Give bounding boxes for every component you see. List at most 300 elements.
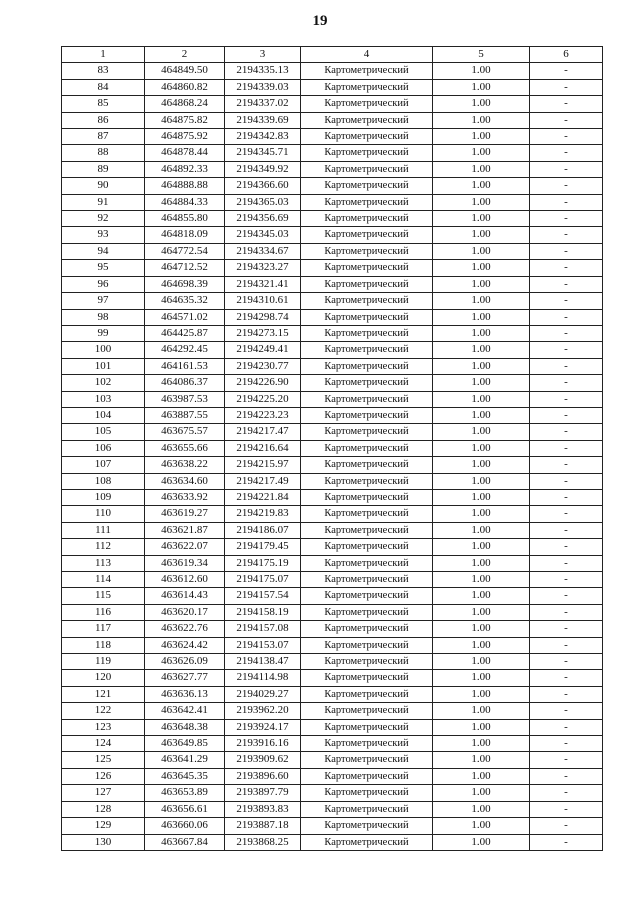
cell-y-coordinate: 2194339.03 (225, 79, 301, 95)
header-accuracy: 5 (433, 47, 530, 63)
cell-point-number: 130 (62, 834, 145, 850)
table-row (62, 834, 603, 850)
cell-x-coordinate: 464878.44 (145, 145, 225, 161)
cell-accuracy: 1.00 (433, 63, 530, 79)
cell-x-coordinate: 464772.54 (145, 243, 225, 259)
table-row (62, 63, 603, 79)
cell-method: Картометрический (301, 407, 433, 423)
cell-y-coordinate: 2194179.45 (225, 539, 301, 555)
cell-x-coordinate: 463622.07 (145, 539, 225, 555)
cell-point-number: 107 (62, 457, 145, 473)
cell-x-coordinate: 463887.55 (145, 407, 225, 423)
cell-accuracy: 1.00 (433, 489, 530, 505)
cell-accuracy: 1.00 (433, 670, 530, 686)
cell-description: - (530, 79, 603, 95)
cell-accuracy: 1.00 (433, 178, 530, 194)
cell-x-coordinate: 463987.53 (145, 391, 225, 407)
cell-accuracy: 1.00 (433, 129, 530, 145)
cell-y-coordinate: 2194337.02 (225, 96, 301, 112)
cell-y-coordinate: 2194221.84 (225, 489, 301, 505)
table-row (62, 178, 603, 194)
cell-y-coordinate: 2194158.19 (225, 604, 301, 620)
table-row (62, 752, 603, 768)
cell-x-coordinate: 464161.53 (145, 358, 225, 374)
cell-method: Картометрический (301, 325, 433, 341)
table-row (62, 145, 603, 161)
table-row (62, 604, 603, 620)
cell-point-number: 98 (62, 309, 145, 325)
cell-accuracy: 1.00 (433, 768, 530, 784)
cell-x-coordinate: 464892.33 (145, 161, 225, 177)
cell-point-number: 88 (62, 145, 145, 161)
table-row (62, 539, 603, 555)
coordinates-table (61, 46, 603, 851)
header-x-coordinate: 2 (145, 47, 225, 63)
table-row (62, 719, 603, 735)
cell-x-coordinate: 464818.09 (145, 227, 225, 243)
cell-accuracy: 1.00 (433, 145, 530, 161)
cell-y-coordinate: 2193887.18 (225, 818, 301, 834)
cell-y-coordinate: 2193897.79 (225, 785, 301, 801)
cell-y-coordinate: 2194225.20 (225, 391, 301, 407)
cell-accuracy: 1.00 (433, 161, 530, 177)
cell-x-coordinate: 463653.89 (145, 785, 225, 801)
cell-x-coordinate: 463649.85 (145, 736, 225, 752)
cell-accuracy: 1.00 (433, 358, 530, 374)
cell-method: Картометрический (301, 555, 433, 571)
cell-x-coordinate: 463656.61 (145, 801, 225, 817)
cell-y-coordinate: 2194249.41 (225, 342, 301, 358)
cell-x-coordinate: 464860.82 (145, 79, 225, 95)
cell-method: Картометрический (301, 506, 433, 522)
cell-description: - (530, 834, 603, 850)
cell-description: - (530, 145, 603, 161)
cell-method: Картометрический (301, 227, 433, 243)
cell-description: - (530, 572, 603, 588)
cell-description: - (530, 522, 603, 538)
cell-description: - (530, 686, 603, 702)
cell-y-coordinate: 2194157.08 (225, 621, 301, 637)
cell-x-coordinate: 463622.76 (145, 621, 225, 637)
cell-accuracy: 1.00 (433, 457, 530, 473)
cell-point-number: 100 (62, 342, 145, 358)
cell-point-number: 120 (62, 670, 145, 686)
cell-accuracy: 1.00 (433, 473, 530, 489)
table-row (62, 506, 603, 522)
page-number: 19 (312, 13, 328, 29)
cell-description: - (530, 818, 603, 834)
cell-accuracy: 1.00 (433, 703, 530, 719)
cell-point-number: 106 (62, 440, 145, 456)
table-header-row (62, 47, 603, 63)
cell-method: Картометрический (301, 539, 433, 555)
cell-x-coordinate: 463675.57 (145, 424, 225, 440)
table-row (62, 293, 603, 309)
table-row (62, 276, 603, 292)
cell-description: - (530, 752, 603, 768)
cell-y-coordinate: 2194215.97 (225, 457, 301, 473)
cell-x-coordinate: 464855.80 (145, 211, 225, 227)
cell-method: Картометрический (301, 719, 433, 735)
cell-y-coordinate: 2194342.83 (225, 129, 301, 145)
cell-point-number: 119 (62, 654, 145, 670)
table-body (62, 63, 603, 851)
cell-method: Картометрический (301, 473, 433, 489)
cell-x-coordinate: 464292.45 (145, 342, 225, 358)
table-row (62, 227, 603, 243)
cell-method: Картометрический (301, 309, 433, 325)
cell-y-coordinate: 2194186.07 (225, 522, 301, 538)
table-row (62, 768, 603, 784)
cell-accuracy: 1.00 (433, 686, 530, 702)
cell-point-number: 94 (62, 243, 145, 259)
table-row (62, 79, 603, 95)
table-row (62, 260, 603, 276)
cell-x-coordinate: 463619.34 (145, 555, 225, 571)
cell-y-coordinate: 2194230.77 (225, 358, 301, 374)
cell-x-coordinate: 463638.22 (145, 457, 225, 473)
cell-point-number: 124 (62, 736, 145, 752)
cell-method: Картометрический (301, 768, 433, 784)
cell-accuracy: 1.00 (433, 654, 530, 670)
cell-accuracy: 1.00 (433, 112, 530, 128)
cell-method: Картометрический (301, 424, 433, 440)
cell-description: - (530, 293, 603, 309)
cell-method: Картометрический (301, 293, 433, 309)
cell-point-number: 108 (62, 473, 145, 489)
cell-point-number: 102 (62, 375, 145, 391)
cell-x-coordinate: 464635.32 (145, 293, 225, 309)
cell-accuracy: 1.00 (433, 342, 530, 358)
cell-accuracy: 1.00 (433, 818, 530, 834)
cell-x-coordinate: 463655.66 (145, 440, 225, 456)
table-row (62, 358, 603, 374)
cell-y-coordinate: 2194153.07 (225, 637, 301, 653)
cell-point-number: 112 (62, 539, 145, 555)
cell-point-number: 104 (62, 407, 145, 423)
cell-point-number: 99 (62, 325, 145, 341)
cell-point-number: 116 (62, 604, 145, 620)
cell-description: - (530, 489, 603, 505)
cell-description: - (530, 276, 603, 292)
cell-method: Картометрический (301, 686, 433, 702)
cell-accuracy: 1.00 (433, 719, 530, 735)
table-row (62, 407, 603, 423)
cell-description: - (530, 736, 603, 752)
cell-x-coordinate: 463624.42 (145, 637, 225, 653)
cell-accuracy: 1.00 (433, 260, 530, 276)
table-row (62, 801, 603, 817)
header-y-coordinate: 3 (225, 47, 301, 63)
table-row (62, 670, 603, 686)
table-row (62, 555, 603, 571)
table-row (62, 818, 603, 834)
cell-description: - (530, 555, 603, 571)
table-row (62, 457, 603, 473)
cell-point-number: 91 (62, 194, 145, 210)
cell-description: - (530, 407, 603, 423)
cell-accuracy: 1.00 (433, 96, 530, 112)
table-row (62, 112, 603, 128)
cell-x-coordinate: 464875.82 (145, 112, 225, 128)
cell-method: Картометрический (301, 79, 433, 95)
cell-description: - (530, 112, 603, 128)
cell-x-coordinate: 464425.87 (145, 325, 225, 341)
table-row (62, 243, 603, 259)
cell-y-coordinate: 2194223.23 (225, 407, 301, 423)
cell-y-coordinate: 2194029.27 (225, 686, 301, 702)
cell-y-coordinate: 2194345.03 (225, 227, 301, 243)
cell-description: - (530, 358, 603, 374)
table-row (62, 572, 603, 588)
cell-point-number: 114 (62, 572, 145, 588)
cell-accuracy: 1.00 (433, 391, 530, 407)
table-row (62, 424, 603, 440)
cell-y-coordinate: 2194365.03 (225, 194, 301, 210)
cell-point-number: 97 (62, 293, 145, 309)
table-row (62, 375, 603, 391)
cell-accuracy: 1.00 (433, 736, 530, 752)
cell-x-coordinate: 464698.39 (145, 276, 225, 292)
cell-method: Картометрический (301, 194, 433, 210)
cell-x-coordinate: 463645.35 (145, 768, 225, 784)
header-point-number: 1 (62, 47, 145, 63)
cell-description: - (530, 424, 603, 440)
cell-point-number: 103 (62, 391, 145, 407)
cell-x-coordinate: 463648.38 (145, 719, 225, 735)
cell-accuracy: 1.00 (433, 440, 530, 456)
cell-y-coordinate: 2193909.62 (225, 752, 301, 768)
cell-description: - (530, 227, 603, 243)
cell-description: - (530, 768, 603, 784)
cell-x-coordinate: 463626.09 (145, 654, 225, 670)
cell-method: Картометрический (301, 457, 433, 473)
cell-y-coordinate: 2193962.20 (225, 703, 301, 719)
cell-accuracy: 1.00 (433, 194, 530, 210)
cell-x-coordinate: 463633.92 (145, 489, 225, 505)
cell-method: Картометрический (301, 752, 433, 768)
cell-method: Картометрический (301, 654, 433, 670)
table-row (62, 621, 603, 637)
cell-method: Картометрический (301, 342, 433, 358)
cell-method: Картометрический (301, 145, 433, 161)
cell-x-coordinate: 464571.02 (145, 309, 225, 325)
cell-description: - (530, 243, 603, 259)
cell-method: Картометрический (301, 736, 433, 752)
cell-method: Картометрический (301, 785, 433, 801)
cell-y-coordinate: 2194339.69 (225, 112, 301, 128)
cell-y-coordinate: 2193893.83 (225, 801, 301, 817)
cell-description: - (530, 211, 603, 227)
cell-point-number: 93 (62, 227, 145, 243)
cell-point-number: 128 (62, 801, 145, 817)
table-row (62, 309, 603, 325)
cell-point-number: 115 (62, 588, 145, 604)
cell-y-coordinate: 2193896.60 (225, 768, 301, 784)
cell-y-coordinate: 2194323.27 (225, 260, 301, 276)
cell-x-coordinate: 463660.06 (145, 818, 225, 834)
cell-description: - (530, 129, 603, 145)
cell-x-coordinate: 464712.52 (145, 260, 225, 276)
cell-y-coordinate: 2194114.98 (225, 670, 301, 686)
table-row (62, 489, 603, 505)
header-description: 6 (530, 47, 603, 63)
cell-y-coordinate: 2194334.67 (225, 243, 301, 259)
cell-point-number: 92 (62, 211, 145, 227)
cell-point-number: 110 (62, 506, 145, 522)
cell-point-number: 113 (62, 555, 145, 571)
cell-point-number: 129 (62, 818, 145, 834)
cell-method: Картометрический (301, 604, 433, 620)
cell-accuracy: 1.00 (433, 276, 530, 292)
table-row (62, 325, 603, 341)
cell-y-coordinate: 2194366.60 (225, 178, 301, 194)
table-row (62, 686, 603, 702)
cell-accuracy: 1.00 (433, 637, 530, 653)
cell-x-coordinate: 463620.17 (145, 604, 225, 620)
cell-accuracy: 1.00 (433, 424, 530, 440)
cell-description: - (530, 719, 603, 735)
cell-point-number: 125 (62, 752, 145, 768)
cell-point-number: 111 (62, 522, 145, 538)
cell-accuracy: 1.00 (433, 604, 530, 620)
cell-description: - (530, 506, 603, 522)
cell-y-coordinate: 2193916.16 (225, 736, 301, 752)
cell-x-coordinate: 463642.41 (145, 703, 225, 719)
cell-description: - (530, 588, 603, 604)
cell-x-coordinate: 463621.87 (145, 522, 225, 538)
table-row (62, 473, 603, 489)
cell-method: Картометрический (301, 63, 433, 79)
cell-description: - (530, 325, 603, 341)
cell-y-coordinate: 2194157.54 (225, 588, 301, 604)
table-row (62, 785, 603, 801)
cell-description: - (530, 637, 603, 653)
cell-description: - (530, 309, 603, 325)
cell-x-coordinate: 464868.24 (145, 96, 225, 112)
cell-point-number: 84 (62, 79, 145, 95)
cell-x-coordinate: 463612.60 (145, 572, 225, 588)
cell-point-number: 87 (62, 129, 145, 145)
cell-point-number: 90 (62, 178, 145, 194)
cell-accuracy: 1.00 (433, 407, 530, 423)
cell-x-coordinate: 463619.27 (145, 506, 225, 522)
cell-x-coordinate: 463667.84 (145, 834, 225, 850)
cell-point-number: 86 (62, 112, 145, 128)
cell-x-coordinate: 464875.92 (145, 129, 225, 145)
cell-point-number: 101 (62, 358, 145, 374)
cell-method: Картометрический (301, 129, 433, 145)
cell-accuracy: 1.00 (433, 211, 530, 227)
cell-method: Картометрический (301, 211, 433, 227)
cell-description: - (530, 785, 603, 801)
cell-accuracy: 1.00 (433, 621, 530, 637)
cell-point-number: 121 (62, 686, 145, 702)
cell-accuracy: 1.00 (433, 227, 530, 243)
table-row (62, 522, 603, 538)
table-row (62, 736, 603, 752)
table-row (62, 654, 603, 670)
cell-accuracy: 1.00 (433, 785, 530, 801)
cell-method: Картометрический (301, 96, 433, 112)
cell-point-number: 117 (62, 621, 145, 637)
cell-x-coordinate: 464888.88 (145, 178, 225, 194)
cell-method: Картометрический (301, 522, 433, 538)
cell-y-coordinate: 2194335.13 (225, 63, 301, 79)
cell-y-coordinate: 2194321.41 (225, 276, 301, 292)
cell-x-coordinate: 463636.13 (145, 686, 225, 702)
table-row (62, 391, 603, 407)
cell-description: - (530, 473, 603, 489)
cell-point-number: 126 (62, 768, 145, 784)
cell-description: - (530, 440, 603, 456)
cell-method: Картометрический (301, 391, 433, 407)
cell-method: Картометрический (301, 260, 433, 276)
cell-accuracy: 1.00 (433, 834, 530, 850)
cell-y-coordinate: 2194349.92 (225, 161, 301, 177)
cell-method: Картометрический (301, 818, 433, 834)
header-method: 4 (301, 47, 433, 63)
cell-point-number: 85 (62, 96, 145, 112)
cell-method: Картометрический (301, 112, 433, 128)
cell-accuracy: 1.00 (433, 375, 530, 391)
cell-method: Картометрический (301, 161, 433, 177)
cell-accuracy: 1.00 (433, 588, 530, 604)
cell-accuracy: 1.00 (433, 309, 530, 325)
table-row (62, 194, 603, 210)
cell-point-number: 105 (62, 424, 145, 440)
cell-method: Картометрический (301, 358, 433, 374)
cell-description: - (530, 375, 603, 391)
cell-description: - (530, 178, 603, 194)
cell-description: - (530, 391, 603, 407)
cell-y-coordinate: 2194298.74 (225, 309, 301, 325)
cell-method: Картометрический (301, 276, 433, 292)
cell-description: - (530, 621, 603, 637)
cell-y-coordinate: 2194219.83 (225, 506, 301, 522)
cell-method: Картометрический (301, 703, 433, 719)
cell-point-number: 96 (62, 276, 145, 292)
table-row (62, 637, 603, 653)
cell-accuracy: 1.00 (433, 243, 530, 259)
cell-point-number: 89 (62, 161, 145, 177)
cell-description: - (530, 604, 603, 620)
cell-y-coordinate: 2194217.49 (225, 473, 301, 489)
cell-method: Картометрический (301, 588, 433, 604)
cell-x-coordinate: 463614.43 (145, 588, 225, 604)
cell-x-coordinate: 463634.60 (145, 473, 225, 489)
table-row (62, 588, 603, 604)
cell-method: Картометрический (301, 637, 433, 653)
cell-point-number: 95 (62, 260, 145, 276)
cell-method: Картометрический (301, 489, 433, 505)
cell-method: Картометрический (301, 440, 433, 456)
cell-method: Картометрический (301, 834, 433, 850)
cell-accuracy: 1.00 (433, 293, 530, 309)
cell-y-coordinate: 2194310.61 (225, 293, 301, 309)
cell-point-number: 118 (62, 637, 145, 653)
table-row (62, 342, 603, 358)
cell-y-coordinate: 2194175.07 (225, 572, 301, 588)
cell-y-coordinate: 2194273.15 (225, 325, 301, 341)
cell-x-coordinate: 463627.77 (145, 670, 225, 686)
cell-point-number: 109 (62, 489, 145, 505)
cell-accuracy: 1.00 (433, 79, 530, 95)
cell-method: Картометрический (301, 243, 433, 259)
table-row (62, 96, 603, 112)
table-row (62, 129, 603, 145)
cell-x-coordinate: 464849.50 (145, 63, 225, 79)
